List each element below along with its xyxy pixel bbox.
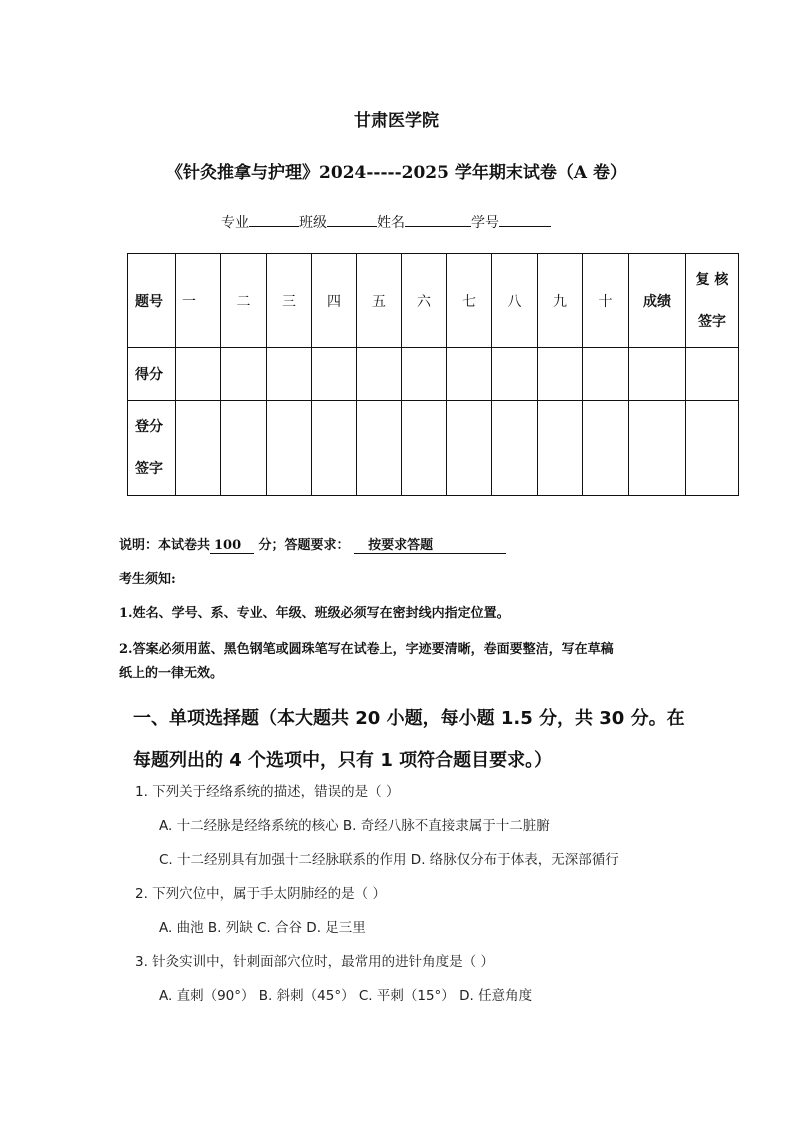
cell-q5: 五 bbox=[357, 254, 402, 348]
score-cell[interactable] bbox=[221, 348, 267, 401]
score-table bbox=[127, 253, 739, 496]
review-label: 复 核 bbox=[695, 271, 729, 288]
question-1-options-cd: C. 十二经别具有加强十二经脉联系的作用 D. 络脉仅分布于体表，无深部循行 bbox=[159, 852, 619, 868]
school-name: 甘肃医学院 bbox=[354, 111, 439, 131]
score-cell[interactable] bbox=[583, 348, 629, 401]
table-row-header bbox=[128, 254, 739, 348]
field-id-label: 学号 bbox=[471, 215, 499, 231]
class-blank[interactable] bbox=[327, 212, 377, 227]
sign-cell[interactable] bbox=[686, 401, 739, 496]
sign-row-label-1: 登分 bbox=[135, 419, 163, 435]
score-label: 得分 bbox=[128, 348, 176, 401]
cell-grade: 成绩 bbox=[629, 254, 686, 348]
cell-q3: 三 bbox=[267, 254, 312, 348]
sign-cell[interactable] bbox=[583, 401, 629, 496]
desc-prefix: 说明：本试卷共 bbox=[119, 538, 211, 553]
score-cell[interactable] bbox=[176, 348, 221, 401]
cell-q2: 二 bbox=[221, 254, 267, 348]
sign-cell[interactable] bbox=[538, 401, 583, 496]
cell-q9: 九 bbox=[538, 254, 583, 348]
notice-title: 考生须知: bbox=[119, 572, 176, 587]
cell-q10: 十 bbox=[583, 254, 629, 348]
major-blank[interactable] bbox=[249, 212, 299, 227]
cell-q1: 一 bbox=[176, 254, 221, 348]
total-score: 100 bbox=[210, 538, 254, 554]
cell-q6: 六 bbox=[402, 254, 447, 348]
exam-description bbox=[119, 534, 506, 554]
table-row-sign bbox=[128, 401, 739, 496]
question-1: 1. 下列关于经络系统的描述，错误的是（ ） bbox=[135, 784, 400, 800]
field-class-label: 班级 bbox=[299, 215, 327, 231]
sign-cell[interactable] bbox=[221, 401, 267, 496]
question-3: 3. 针灸实训中，针刺面部穴位时，最常用的进针角度是（ ） bbox=[135, 954, 494, 970]
id-blank[interactable] bbox=[499, 212, 551, 227]
score-cell[interactable] bbox=[267, 348, 312, 401]
notice-2-line1: 2.答案必须用蓝、黑色钢笔或圆珠笔写在试卷上，字迹要清晰，卷面要整洁，写在草稿 bbox=[119, 642, 614, 657]
sign-cell[interactable] bbox=[402, 401, 447, 496]
question-2: 2. 下列穴位中，属于手太阴肺经的是（ ） bbox=[135, 886, 386, 902]
sign-row-label bbox=[128, 401, 176, 496]
score-cell[interactable] bbox=[402, 348, 447, 401]
exam-title: 《针灸推拿与护理》2024-----2025 学年期末试卷（A 卷） bbox=[166, 163, 627, 183]
sign-cell[interactable] bbox=[357, 401, 402, 496]
sign-label: 签字 bbox=[698, 313, 726, 330]
question-3-options: A. 直刺（90°） B. 斜刺（45°） C. 平刺（15°） D. 任意角度 bbox=[159, 988, 533, 1004]
question-2-options: A. 曲池 B. 列缺 C. 合谷 D. 足三里 bbox=[159, 920, 366, 936]
notice-2-line2: 纸上的一律无效。 bbox=[119, 666, 224, 681]
notice-1: 1.姓名、学号、系、专业、年级、班级必须写在密封线内指定位置。 bbox=[119, 606, 510, 621]
section-heading-line2: 每题列出的 4 个选项中，只有 1 项符合题目要求。） bbox=[133, 750, 553, 771]
field-major-label: 专业 bbox=[221, 215, 249, 231]
table-row-score bbox=[128, 348, 739, 401]
field-name-label: 姓名 bbox=[377, 215, 405, 231]
sign-cell[interactable] bbox=[176, 401, 221, 496]
score-cell[interactable] bbox=[538, 348, 583, 401]
cell-label: 题号 bbox=[128, 254, 176, 348]
answer-requirement: 按要求答题 bbox=[354, 534, 506, 554]
sign-cell[interactable] bbox=[267, 401, 312, 496]
cell-review-sign bbox=[686, 254, 739, 348]
cell-q7: 七 bbox=[447, 254, 492, 348]
score-cell[interactable] bbox=[447, 348, 492, 401]
score-cell[interactable] bbox=[629, 348, 686, 401]
sign-cell[interactable] bbox=[492, 401, 538, 496]
sign-cell[interactable] bbox=[629, 401, 686, 496]
sign-row-label-2: 签字 bbox=[135, 461, 163, 477]
name-blank[interactable] bbox=[405, 212, 471, 227]
score-cell[interactable] bbox=[312, 348, 357, 401]
section-heading-line1: 一、单项选择题（本大题共 20 小题，每小题 1.5 分，共 30 分。在 bbox=[133, 708, 685, 729]
sign-cell[interactable] bbox=[447, 401, 492, 496]
cell-q4: 四 bbox=[312, 254, 357, 348]
question-1-options-ab: A. 十二经脉是经络系统的核心 B. 奇经八脉不直接隶属于十二脏腑 bbox=[159, 818, 550, 834]
score-cell[interactable] bbox=[492, 348, 538, 401]
desc-mid: 分；答题要求： bbox=[258, 538, 350, 553]
cell-q8: 八 bbox=[492, 254, 538, 348]
score-cell[interactable] bbox=[686, 348, 739, 401]
sign-cell[interactable] bbox=[312, 401, 357, 496]
student-info-line bbox=[221, 212, 551, 232]
score-cell[interactable] bbox=[357, 348, 402, 401]
